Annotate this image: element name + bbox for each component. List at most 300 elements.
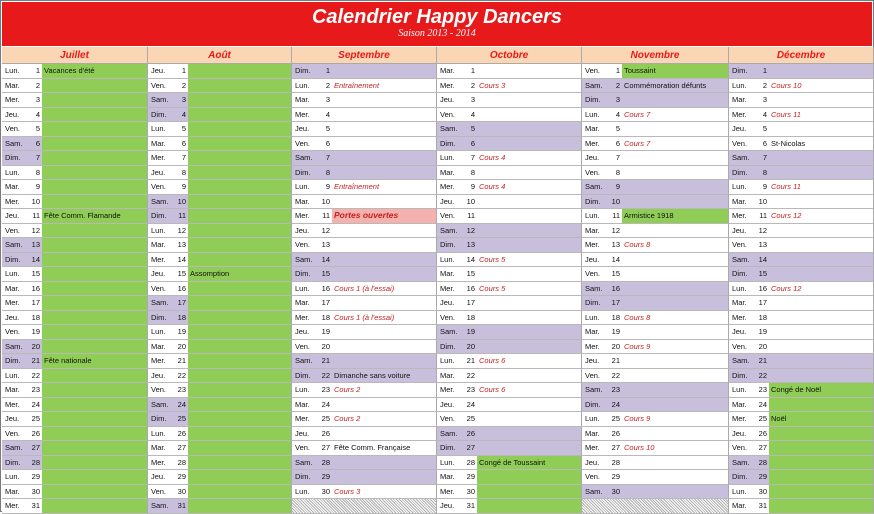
day-row <box>729 122 874 137</box>
day-row <box>582 267 729 282</box>
holiday-cell <box>769 499 873 513</box>
open-day-entry: Portes ouvertes <box>332 209 436 223</box>
day-number: 22 <box>177 370 186 380</box>
holiday-cell: Fête nationale <box>42 354 147 368</box>
event-entry: St-Nicolas <box>771 138 806 148</box>
day-row <box>582 151 729 166</box>
day-row <box>2 79 148 94</box>
day-row <box>582 398 729 413</box>
class-entry: Cours 4 <box>479 182 506 191</box>
holiday-cell <box>42 282 147 296</box>
day-row <box>2 369 148 384</box>
class-entry: Cours 8 <box>624 312 651 322</box>
weekday-label: Sam. <box>295 254 313 264</box>
class-entry: Cours 9 <box>624 414 651 423</box>
day-number: 29 <box>321 472 330 481</box>
weekday-label: Lun. <box>585 109 600 119</box>
day-row <box>2 108 148 123</box>
holiday-cell <box>188 209 291 223</box>
class-entry: Cours 11 <box>771 182 801 191</box>
day-row <box>582 64 729 79</box>
day-number: 15 <box>758 269 767 278</box>
day-number: 8 <box>615 167 620 177</box>
day-number: 21 <box>611 356 620 365</box>
weekday-label: Sam. <box>5 443 23 452</box>
weekday-label: Sam. <box>585 80 603 90</box>
weekday-label: Sam. <box>440 327 458 336</box>
holiday-cell <box>188 224 291 238</box>
holiday-cell <box>42 441 147 455</box>
holiday-cell <box>42 108 147 122</box>
day-number: 26 <box>321 428 330 438</box>
weekday-label: Ven. <box>440 414 456 423</box>
day-number: 8 <box>181 167 186 177</box>
weekday-label: Sam. <box>440 428 458 438</box>
weekday-label: Mer. <box>732 109 747 119</box>
day-number: 14 <box>758 254 767 264</box>
day-row <box>582 470 729 485</box>
day-number: 21 <box>466 356 475 365</box>
weekday-label: Jeu. <box>440 298 455 307</box>
day-row <box>729 412 874 427</box>
weekday-label: Ven. <box>732 240 748 249</box>
day-row <box>292 64 437 79</box>
day-row <box>2 398 148 413</box>
day-row <box>437 282 582 297</box>
day-row <box>292 311 437 326</box>
day-row <box>148 209 292 224</box>
weekday-label: Sam. <box>732 356 750 365</box>
weekday-label: Mar. <box>440 167 455 177</box>
day-row <box>437 325 582 340</box>
day-row <box>729 398 874 413</box>
day-number: 6 <box>762 138 767 148</box>
class-entry: Cours 3 <box>479 80 506 90</box>
class-entry: Cours 1 (à l'essai) <box>334 312 395 322</box>
day-row <box>437 166 582 181</box>
day-number: 16 <box>758 283 767 293</box>
holiday-cell <box>42 180 147 194</box>
day-number: 18 <box>758 312 767 322</box>
day-row <box>437 383 582 398</box>
day-row <box>2 296 148 311</box>
weekday-label: Mer. <box>440 486 455 496</box>
class-entry: Cours 7 <box>624 138 651 148</box>
weekday-label: Lun. <box>732 385 747 394</box>
day-number: 6 <box>35 138 40 148</box>
day-row <box>2 427 148 442</box>
day-row <box>292 166 437 181</box>
day-number: 30 <box>31 486 40 496</box>
weekday-label: Jeu. <box>295 124 310 133</box>
day-number: 24 <box>31 399 40 409</box>
day-number: 15 <box>321 269 330 278</box>
weekday-label: Ven. <box>5 428 21 438</box>
day-row <box>2 180 148 195</box>
holiday-cell <box>42 238 147 252</box>
weekday-label: Ven. <box>5 225 21 235</box>
day-number: 17 <box>466 298 475 307</box>
day-row <box>148 93 292 108</box>
day-number: 9 <box>470 182 475 191</box>
day-row <box>729 224 874 239</box>
day-number: 30 <box>758 486 767 496</box>
holiday-cell <box>769 427 873 441</box>
day-row <box>148 427 292 442</box>
holiday-cell <box>188 282 291 296</box>
weekday-label: Dim. <box>732 472 748 481</box>
class-entry: Cours 3 <box>334 486 361 496</box>
day-number: 5 <box>325 124 330 133</box>
weekday-label: Ven. <box>151 385 167 394</box>
day-number: 13 <box>758 240 767 249</box>
weekday-label: Lun. <box>295 182 310 191</box>
day-number: 2 <box>35 80 40 90</box>
day-row <box>437 195 582 210</box>
weekday-label: Jeu. <box>295 428 310 438</box>
day-row <box>148 325 292 340</box>
day-row <box>2 267 148 282</box>
day-row <box>292 354 437 369</box>
day-number: 4 <box>325 109 330 119</box>
holiday-cell <box>188 180 291 194</box>
weekday-label: Sam. <box>5 240 23 249</box>
day-row <box>148 64 292 79</box>
day-number: 3 <box>181 95 186 104</box>
day-row <box>2 137 148 152</box>
day-number: 13 <box>611 240 620 249</box>
day-row <box>292 93 437 108</box>
day-row <box>148 383 292 398</box>
day-row <box>437 180 582 195</box>
weekday-label: Mer. <box>295 211 310 220</box>
weekday-label: Ven. <box>440 211 456 220</box>
day-row <box>2 93 148 108</box>
weekday-label: Dim. <box>440 240 456 249</box>
month-column <box>148 47 292 512</box>
weekday-label: Sam. <box>585 182 603 191</box>
weekday-label: Ven. <box>585 472 601 481</box>
day-number: 5 <box>762 124 767 133</box>
day-number: 4 <box>35 109 40 119</box>
day-row <box>729 151 874 166</box>
holiday-cell: Congé de Toussaint <box>477 456 581 470</box>
day-row <box>582 253 729 268</box>
day-number: 4 <box>615 109 620 119</box>
class-entry: Cours 1 (à l'essai) <box>334 283 395 293</box>
weekday-label: Dim. <box>295 167 311 177</box>
holiday-cell <box>42 398 147 412</box>
day-row <box>292 441 437 456</box>
day-number: 28 <box>611 457 620 467</box>
weekday-label: Lun. <box>732 80 747 90</box>
day-number: 14 <box>466 254 475 264</box>
weekday-label: Mar. <box>732 298 747 307</box>
day-number: 30 <box>466 486 475 496</box>
day-number: 21 <box>321 356 330 365</box>
day-row <box>437 224 582 239</box>
weekday-label: Jeu. <box>151 66 166 75</box>
day-number: 3 <box>615 95 620 104</box>
day-row <box>729 311 874 326</box>
day-row <box>148 398 292 413</box>
day-row <box>2 166 148 181</box>
weekday-label: Ven. <box>585 66 601 75</box>
day-row <box>2 64 148 79</box>
day-number: 7 <box>35 153 40 162</box>
day-row <box>2 122 148 137</box>
month-column <box>437 47 582 512</box>
weekday-label: Mer. <box>440 182 455 191</box>
weekday-label: Ven. <box>5 327 21 336</box>
day-row <box>292 180 437 195</box>
day-number: 23 <box>466 385 475 394</box>
weekday-label: Mar. <box>732 196 747 206</box>
day-number: 7 <box>615 153 620 162</box>
day-number: 16 <box>466 283 475 293</box>
day-number: 2 <box>615 80 620 90</box>
day-row <box>582 369 729 384</box>
day-number: 16 <box>177 283 186 293</box>
class-entry: Cours 5 <box>479 254 506 264</box>
day-number: 5 <box>181 124 186 133</box>
day-row <box>582 195 729 210</box>
weekday-label: Sam. <box>440 225 458 235</box>
day-row <box>729 325 874 340</box>
day-row <box>582 282 729 297</box>
day-number: 16 <box>321 283 330 293</box>
day-number: 21 <box>31 356 40 365</box>
class-entry: Cours 12 <box>771 283 802 293</box>
day-number: 20 <box>31 341 40 351</box>
weekday-label: Lun. <box>585 414 600 423</box>
day-number: 5 <box>35 124 40 133</box>
day-number: 12 <box>611 225 620 235</box>
weekday-label: Mar. <box>585 428 600 438</box>
weekday-label: Sam. <box>5 138 23 148</box>
day-row <box>729 238 874 253</box>
day-row <box>2 311 148 326</box>
day-number: 8 <box>35 167 40 177</box>
day-row <box>292 398 437 413</box>
weekday-label: Mer. <box>732 211 747 220</box>
weekday-label: Lun. <box>440 356 455 365</box>
day-number: 13 <box>177 240 186 249</box>
day-row <box>729 195 874 210</box>
day-row <box>582 137 729 152</box>
month-header: Décembre <box>729 47 874 64</box>
day-number: 29 <box>31 472 40 481</box>
weekday-label: Mar. <box>585 124 600 133</box>
day-row <box>729 340 874 355</box>
day-row <box>148 166 292 181</box>
weekday-label: Sam. <box>5 341 23 351</box>
day-number: 19 <box>611 327 620 336</box>
day-row <box>2 499 148 514</box>
day-row <box>292 282 437 297</box>
day-number: 8 <box>325 167 330 177</box>
weekday-label: Jeu. <box>295 225 310 235</box>
weekday-label: Mar. <box>295 399 310 409</box>
holiday-cell <box>188 485 291 499</box>
day-row <box>148 79 292 94</box>
day-number: 20 <box>466 341 475 351</box>
day-row <box>437 354 582 369</box>
holiday-cell <box>477 470 581 484</box>
day-number: 31 <box>177 501 186 510</box>
day-row <box>437 253 582 268</box>
day-number: 10 <box>321 196 330 206</box>
weekday-label: Lun. <box>295 283 310 293</box>
holiday-cell <box>42 485 147 499</box>
weekday-label: Dim. <box>5 153 21 162</box>
day-row <box>292 427 437 442</box>
holiday-cell <box>42 325 147 339</box>
day-number: 12 <box>31 225 40 235</box>
weekday-label: Mar. <box>295 298 310 307</box>
weekday-label: Mer. <box>5 501 20 510</box>
day-row <box>148 137 292 152</box>
day-row <box>2 441 148 456</box>
day-row <box>437 311 582 326</box>
day-number: 29 <box>177 472 186 481</box>
holiday-cell <box>188 166 291 180</box>
day-row <box>729 108 874 123</box>
holiday-cell <box>42 296 147 310</box>
day-row <box>437 137 582 152</box>
day-number: 11 <box>178 211 186 220</box>
holiday-cell: Vacances d'été <box>42 64 147 78</box>
holiday-cell <box>188 195 291 209</box>
holiday-cell <box>188 369 291 383</box>
day-row <box>148 282 292 297</box>
day-number: 2 <box>325 80 330 90</box>
day-number: 7 <box>762 153 767 162</box>
day-number: 19 <box>177 327 186 336</box>
day-number: 15 <box>177 269 186 278</box>
day-number: 26 <box>177 428 186 438</box>
day-number: 13 <box>321 240 330 249</box>
day-number: 2 <box>762 80 767 90</box>
day-number: 5 <box>470 124 475 133</box>
day-row <box>582 311 729 326</box>
months-grid <box>2 47 874 512</box>
day-number: 15 <box>611 269 620 278</box>
day-row <box>148 456 292 471</box>
weekday-label: Mar. <box>5 80 20 90</box>
day-number: 27 <box>466 443 475 452</box>
day-row <box>582 427 729 442</box>
day-row <box>437 93 582 108</box>
class-entry: Cours 8 <box>624 240 651 249</box>
holiday-cell <box>188 398 291 412</box>
weekday-label: Mer. <box>732 312 747 322</box>
weekday-label: Dim. <box>151 211 167 220</box>
weekday-label: Dim. <box>732 269 748 278</box>
day-number: 12 <box>177 225 186 235</box>
weekday-label: Dim. <box>151 312 167 322</box>
day-row <box>437 412 582 427</box>
day-number: 20 <box>758 341 767 351</box>
weekday-label: Jeu. <box>295 327 310 336</box>
weekday-label: Lun. <box>440 153 455 162</box>
day-number: 1 <box>181 66 186 75</box>
weekday-label: Lun. <box>440 254 455 264</box>
day-number: 3 <box>325 95 330 104</box>
day-row <box>292 267 437 282</box>
weekday-label: Mer. <box>585 341 600 351</box>
day-number: 22 <box>611 370 620 380</box>
weekday-label: Mar. <box>5 385 20 394</box>
holiday-cell <box>188 499 291 513</box>
day-number: 17 <box>611 298 620 307</box>
day-row <box>437 79 582 94</box>
day-row <box>148 354 292 369</box>
day-row <box>582 499 729 514</box>
month-header: Septembre <box>292 47 437 64</box>
day-row <box>292 253 437 268</box>
weekday-label: Sam. <box>151 501 169 510</box>
day-row <box>148 195 292 210</box>
event-entry: Fête Comm. Française <box>334 443 411 452</box>
day-row <box>582 354 729 369</box>
day-row <box>292 137 437 152</box>
day-row <box>582 122 729 137</box>
weekday-label: Mer. <box>5 95 20 104</box>
weekday-label: Mar. <box>440 269 455 278</box>
day-row <box>292 499 437 514</box>
day-number: 25 <box>611 414 620 423</box>
day-number: 18 <box>611 312 620 322</box>
weekday-label: Mer. <box>5 399 20 409</box>
day-number: 18 <box>466 312 475 322</box>
day-number: 7 <box>470 153 475 162</box>
weekday-label: Lun. <box>151 428 166 438</box>
weekday-label: Mar. <box>151 138 166 148</box>
weekday-label: Dim. <box>151 109 167 119</box>
month-column <box>292 47 437 512</box>
class-entry: Cours 7 <box>624 109 651 119</box>
weekday-label: Lun. <box>585 211 600 220</box>
day-number: 6 <box>325 138 330 148</box>
day-number: 30 <box>321 486 330 496</box>
day-number: 7 <box>325 153 330 162</box>
day-number: 29 <box>611 472 620 481</box>
day-number: 27 <box>31 443 40 452</box>
holiday-cell <box>769 456 873 470</box>
holiday-cell: Assomption <box>188 267 291 281</box>
day-row <box>148 412 292 427</box>
day-number: 11 <box>322 211 330 220</box>
day-number: 12 <box>321 225 330 235</box>
weekday-label: Mar. <box>5 182 20 191</box>
weekday-label: Mer. <box>151 254 166 264</box>
day-row <box>729 369 874 384</box>
weekday-label: Ven. <box>151 486 167 496</box>
day-number: 1 <box>470 66 475 75</box>
day-number: 7 <box>181 153 186 162</box>
day-row <box>437 340 582 355</box>
weekday-label: Mer. <box>440 80 455 90</box>
day-row <box>437 427 582 442</box>
holiday-cell <box>188 64 291 78</box>
day-number: 23 <box>611 385 620 394</box>
holiday-cell <box>42 79 147 93</box>
day-number: 17 <box>321 298 330 307</box>
weekday-label: Sam. <box>585 283 603 293</box>
day-row <box>148 441 292 456</box>
holiday-cell <box>769 470 873 484</box>
